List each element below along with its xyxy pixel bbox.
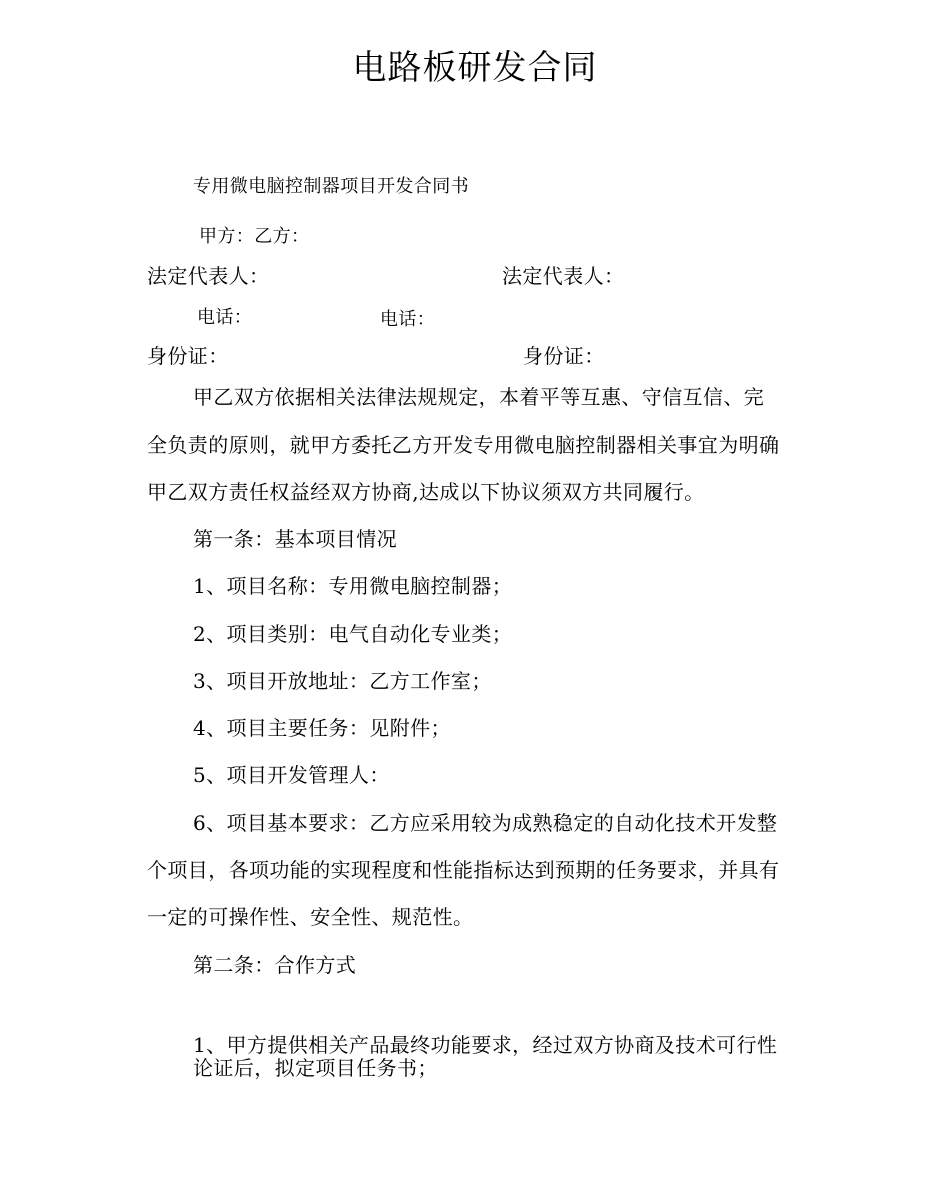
article-1-item: 5、项目开发管理人：: [193, 763, 390, 787]
phone-b-label: 电话：: [380, 309, 436, 330]
phone-a-label: 电话：: [197, 307, 253, 328]
contract-subtitle: 专用微电脑控制器项目开发合同书: [193, 176, 469, 197]
intro-paragraph-line: 甲乙双方责任权益经双方协商,达成以下协议须双方共同履行。: [147, 480, 705, 504]
article-1-heading: 第一条：基本项目情况: [193, 527, 397, 551]
article-2-item-1-line: 1、甲方提供相关产品最终功能要求，经过双方协商及技术可行性: [193, 1033, 778, 1057]
intro-paragraph-line: 甲乙双方依据相关法律法规规定，本着平等互惠、守信互信、完: [193, 385, 765, 409]
id-b-label: 身份证：: [523, 344, 605, 368]
article-1-item: 3、项目开放地址：乙方工作室；: [193, 669, 492, 693]
article-1-item: 2、项目类别：电气自动化专业类；: [193, 622, 513, 646]
article-1-item-6-line: 6、项目基本要求：乙方应采用较为成熟稳定的自动化技术开发整: [193, 811, 778, 835]
article-1-item: 4、项目主要任务：见附件；: [193, 716, 451, 740]
party-line: 甲方：乙方：: [199, 226, 310, 247]
id-a-label: 身份证：: [147, 344, 229, 368]
article-1-item: 1、项目名称：专用微电脑控制器；: [193, 574, 513, 598]
article-2-item-1-line: 论证后，拟定项目任务书；: [193, 1056, 438, 1080]
article-2-heading: 第二条：合作方式: [193, 953, 357, 977]
intro-paragraph-line: 全负责的原则，就甲方委托乙方开发专用微电脑控制器相关事宜为明确: [147, 433, 780, 457]
article-1-item-6-line: 个项目，各项功能的实现程度和性能指标达到预期的任务要求，并具有: [147, 858, 780, 882]
document-title: 电路板研发合同: [352, 48, 598, 88]
article-1-item-6-line: 一定的可操作性、安全性、规范性。: [147, 905, 474, 929]
legal-rep-b-label: 法定代表人：: [502, 264, 625, 288]
legal-rep-a-label: 法定代表人：: [147, 264, 270, 288]
